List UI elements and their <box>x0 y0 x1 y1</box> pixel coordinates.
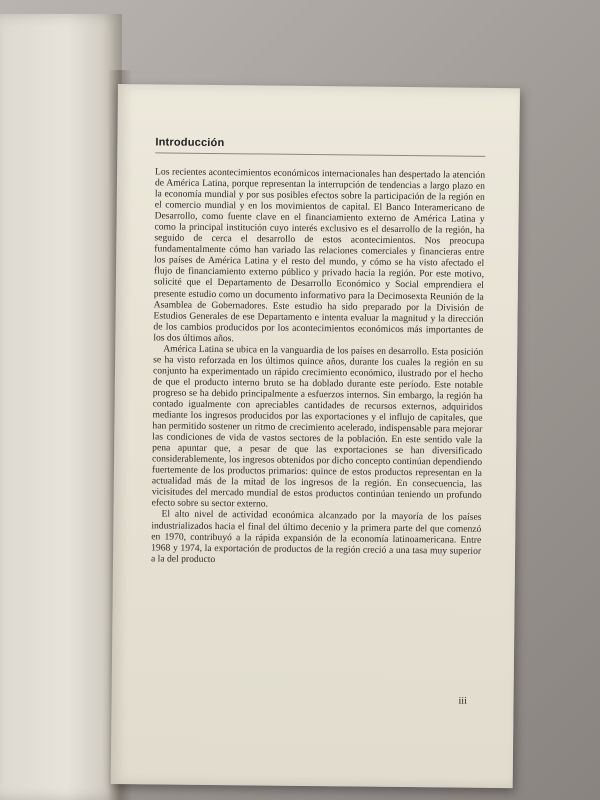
paragraph: Los recientes acontecimientos económicos internacionales han despertado la atención de América Latina, porque representan la interrupción de tendencias a largo plazo en la economía mundial y por sus posibles efectos sobre la participación de la región en el comercio mundial y en los movimientos de capital. El Banco Interamericano de Desarrollo, como fuente clave en el financiamiento externo de América Latina y como la principal institución cuyo interés exclusivo es el desarrollo de la región, ha seguido de cerca el desarrollo de estos acontecimientos. Nos preocupa fundamentalmente cómo han variado las relaciones comerciales y financieras entre los países de América Latina y el resto del mundo, y cómo se ha visto afectado el flujo de financiamiento externo público y privado hacia la región. Por este motivo, solicité que el Departamento de Desarrollo Económico y Social emprendiera el presente estudio como un documento informativo para la Decimosexta Reunión de la Asamblea de Gobernadores. Este estudio ha sido preparado por la División de Estudios Generales de ese Departamento e intenta evaluar la magnitud y la dirección de los cambios producidos por los acontecimientos económicos más importantes de los dos últimos años. <box>153 166 486 344</box>
left-page <box>0 14 122 800</box>
heading-rule <box>155 132 485 156</box>
page-heading: Introducción <box>155 136 225 150</box>
page-number: iii <box>458 695 467 707</box>
right-page <box>111 84 520 788</box>
paragraph: El alto nivel de actividad económica alcanzado por la mayoría de los países industrializados hacia el final del último decenio y la primera parte del que comenzó en 1970, contribuyó a la rápida expansión de la economía latinoamericana. Entre 1968 y 1974, la exportación de productos de la región creció a una tasa muy superior a la del producto <box>150 508 482 565</box>
paragraph: América Latina se ubica en la vanguardia de los países en desarrollo. Esta posición se ha visto reforzada en los últimos quince años, durante los cuales la región en su conjunto ha experimentado un rápido crecimiento económico, ilustrado por el hecho de que el producto interno bruto se ha doblado durante este período. Este notable progreso se ha debido principalmente a esfuerzos internos. Sin embargo, la región ha contado igualmente con apreciables cantidades de recursos externos, adquiridos mediante los ingresos producidos por las exportaciones y el influjo de capitales, que han permitido sostener un ritmo de crecimiento acelerado, indispensable para mejorar las condiciones de vida de vastos sectores de la población. En este sentido vale la pena apuntar que, a pesar de que las exportaciones se han diversificado considerablemente, los ingresos obtenidos por dicho concepto continúan dependiendo fuertemente de los productos primarios: quince de estos productos representan en la actualidad más de la mitad de los ingresos de la región. En consecuencia, las vicisitudes del mercado mundial de estos productos continúan teniendo un profundo efecto sobre su sector externo. <box>151 343 484 511</box>
body-text <box>151 166 485 567</box>
